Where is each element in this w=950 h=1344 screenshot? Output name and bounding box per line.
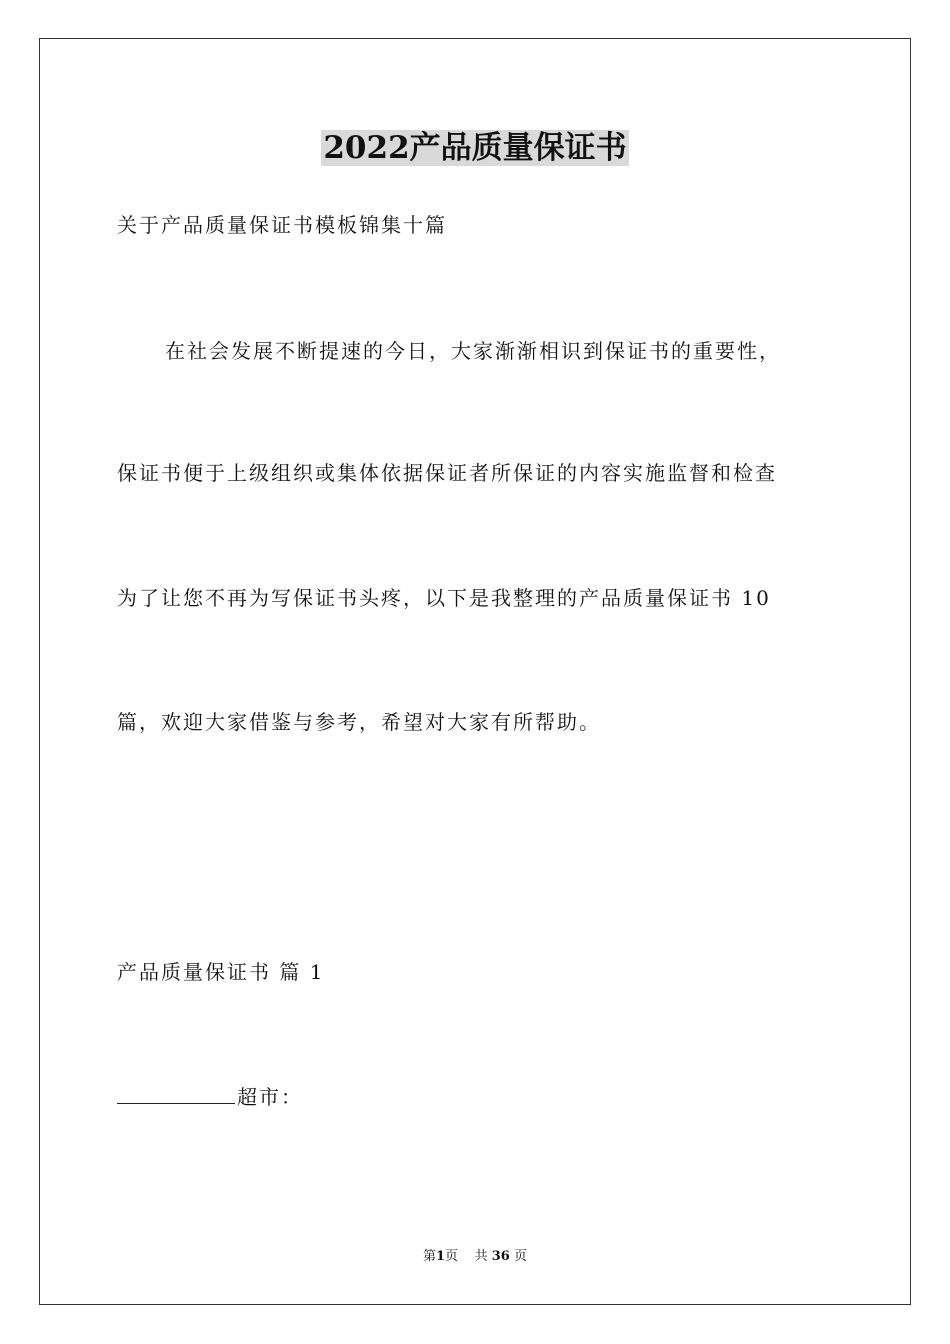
section-heading: 产品质量保证书 篇 1 [117, 960, 325, 984]
blank-fill-line [117, 1083, 235, 1104]
footer-page-suffix: 页 [445, 1249, 459, 1264]
salutation-text: 超市： [237, 1085, 303, 1109]
footer-total-prefix: 共 [474, 1249, 488, 1264]
paragraph-line-2: 保证书便于上级组织或集体依据保证者所保证的内容实施监督和检查 [117, 461, 777, 485]
paragraph-line-1: 在社会发展不断提速的今日，大家渐渐相识到保证书的重要性， [165, 339, 781, 363]
document-title-text: 2022产品质量保证书 [323, 130, 627, 166]
document-subtitle: 关于产品质量保证书模板锦集十篇 [117, 213, 447, 237]
footer-total-suffix: 页 [513, 1249, 527, 1264]
page-footer [0, 1248, 950, 1266]
document-title [0, 127, 950, 169]
paragraph-line-4: 篇，欢迎大家借鉴与参考，希望对大家有所帮助。 [117, 710, 601, 734]
footer-page-number: 1 [436, 1249, 446, 1264]
paragraph-line-3: 为了让您不再为写保证书头疼，以下是我整理的产品质量保证书 10 [117, 586, 771, 610]
footer-total-pages: 36 [491, 1249, 510, 1264]
salutation-line [117, 1083, 303, 1111]
footer-page-prefix: 第 [422, 1249, 436, 1264]
